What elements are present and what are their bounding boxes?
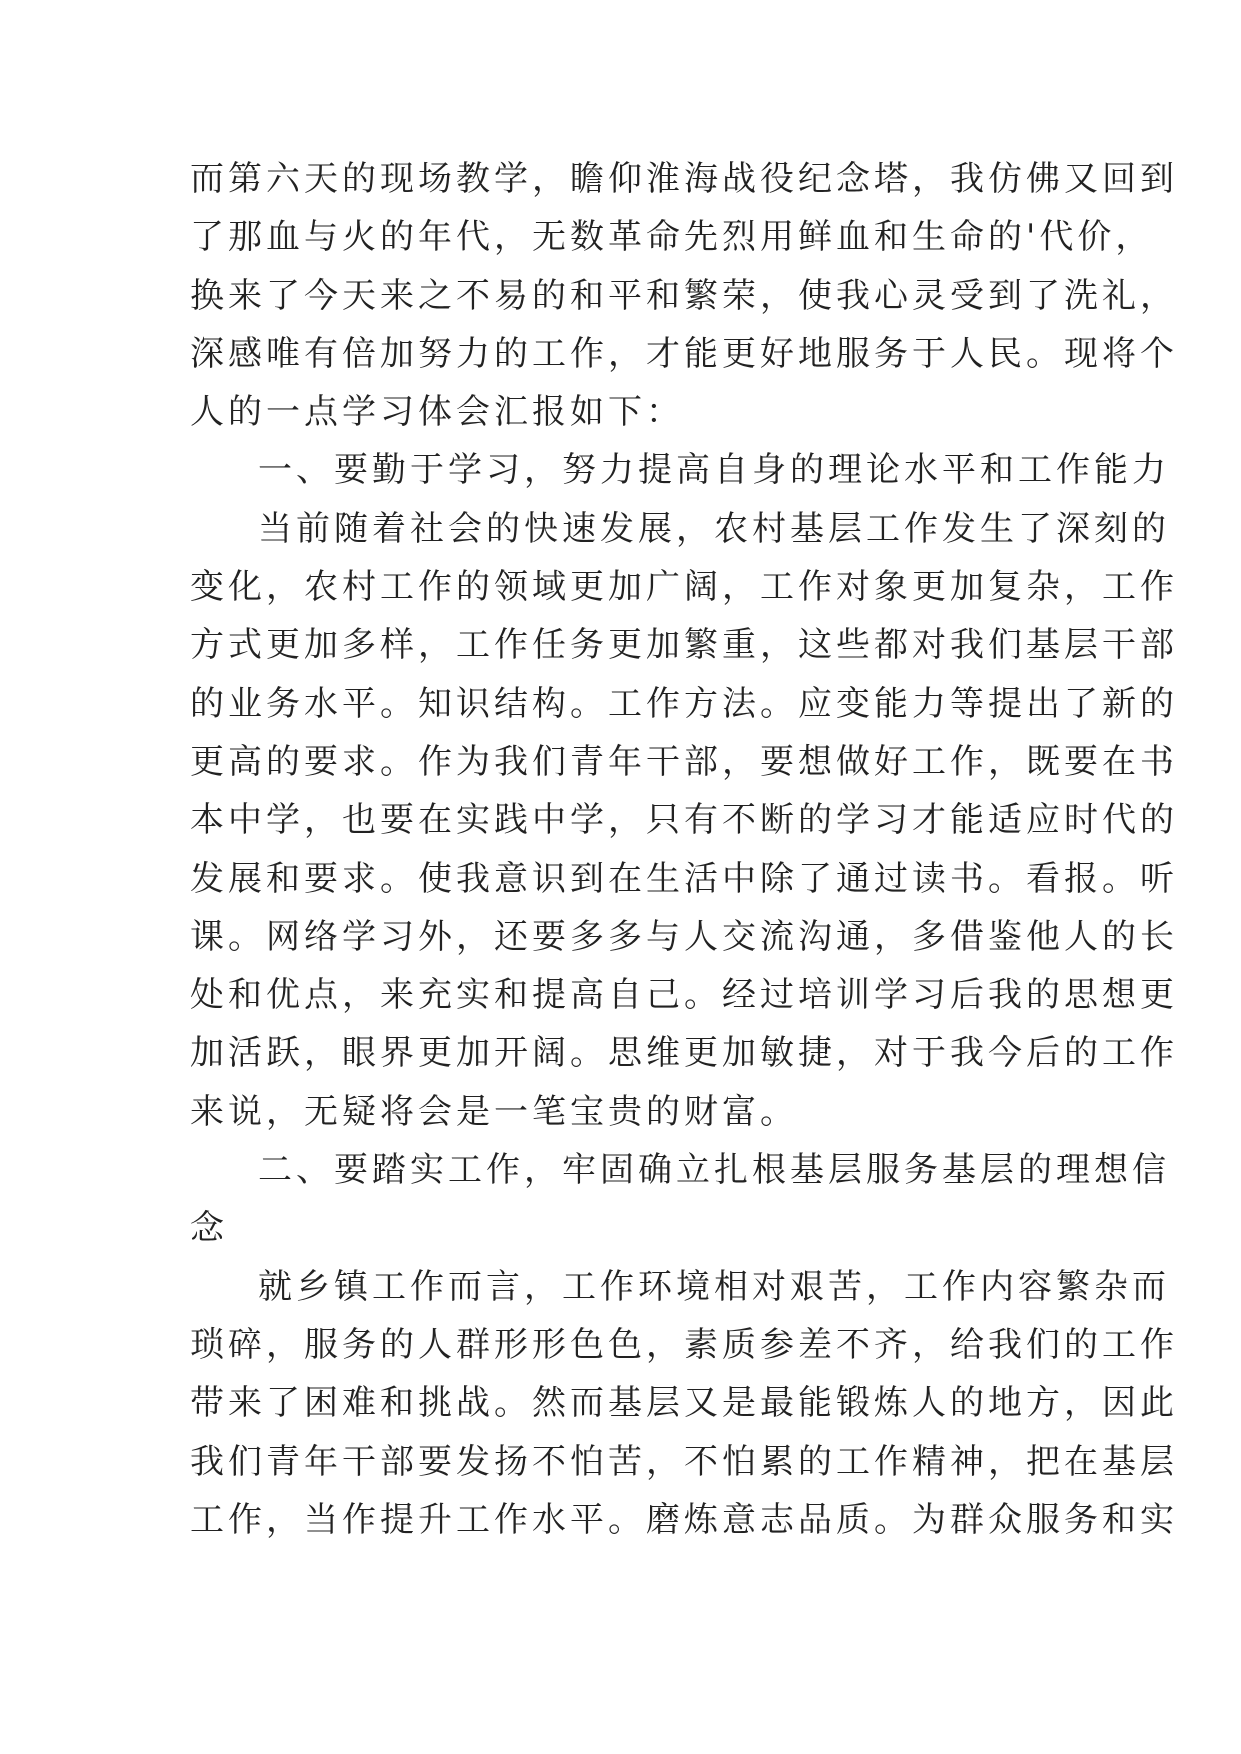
section-heading-2-continued: 念 [190, 1208, 228, 1249]
document-body [190, 150, 1178, 1549]
text-line: 更高的要求。作为我们青年干部，要想做好工作，既要在书 [190, 741, 1178, 782]
text-line: 当前随着社会的快速发展，农村基层工作发生了深刻的 [258, 508, 1170, 549]
section-heading-2: 二、要踏实工作，牢固确立扎根基层服务基层的理想信 [258, 1150, 1170, 1191]
text-line: 换来了今天来之不易的和平和繁荣，使我心灵受到了洗礼， [190, 275, 1178, 316]
text-line: 方式更加多样，工作任务更加繁重，这些都对我们基层干部 [190, 625, 1178, 666]
text-line: 工作，当作提升工作水平。磨炼意志品质。为群众服务和实 [190, 1499, 1178, 1540]
text-line: 琐碎，服务的人群形形色色，素质参差不齐，给我们的工作 [190, 1324, 1178, 1365]
text-line: 深感唯有倍加努力的工作，才能更好地服务于人民。现将个 [190, 333, 1178, 374]
text-line: 发展和要求。使我意识到在生活中除了通过读书。看报。听 [190, 858, 1178, 899]
text-line: 我们青年干部要发扬不怕苦，不怕累的工作精神，把在基层 [190, 1441, 1178, 1482]
text-line: 处和优点，来充实和提高自己。经过培训学习后我的思想更 [190, 975, 1178, 1016]
text-line: 加活跃，眼界更加开阔。思维更加敏捷，对于我今后的工作 [190, 1033, 1178, 1074]
text-line: 变化，农村工作的领域更加广阔，工作对象更加复杂，工作 [190, 567, 1178, 608]
text-line: 了那血与火的年代，无数革命先烈用鲜血和生命的'代价， [190, 217, 1154, 258]
text-line: 带来了困难和挑战。然而基层又是最能锻炼人的地方，因此 [190, 1383, 1178, 1424]
text-line: 人的一点学习体会汇报如下： [190, 392, 684, 433]
text-line: 课。网络学习外，还要多多与人交流沟通，多借鉴他人的长 [190, 916, 1178, 957]
text-line: 来说，无疑将会是一笔宝贵的财富。 [190, 1091, 798, 1132]
text-line: 就乡镇工作而言，工作环境相对艰苦，工作内容繁杂而 [258, 1266, 1170, 1307]
section-heading-1: 一、要勤于学习，努力提高自身的理论水平和工作能力 [258, 450, 1170, 491]
text-line: 而第六天的现场教学，瞻仰淮海战役纪念塔，我仿佛又回到 [190, 159, 1178, 199]
text-line: 本中学，也要在实践中学，只有不断的学习才能适应时代的 [190, 800, 1178, 841]
text-line: 的业务水平。知识结构。工作方法。应变能力等提出了新的 [190, 683, 1178, 724]
